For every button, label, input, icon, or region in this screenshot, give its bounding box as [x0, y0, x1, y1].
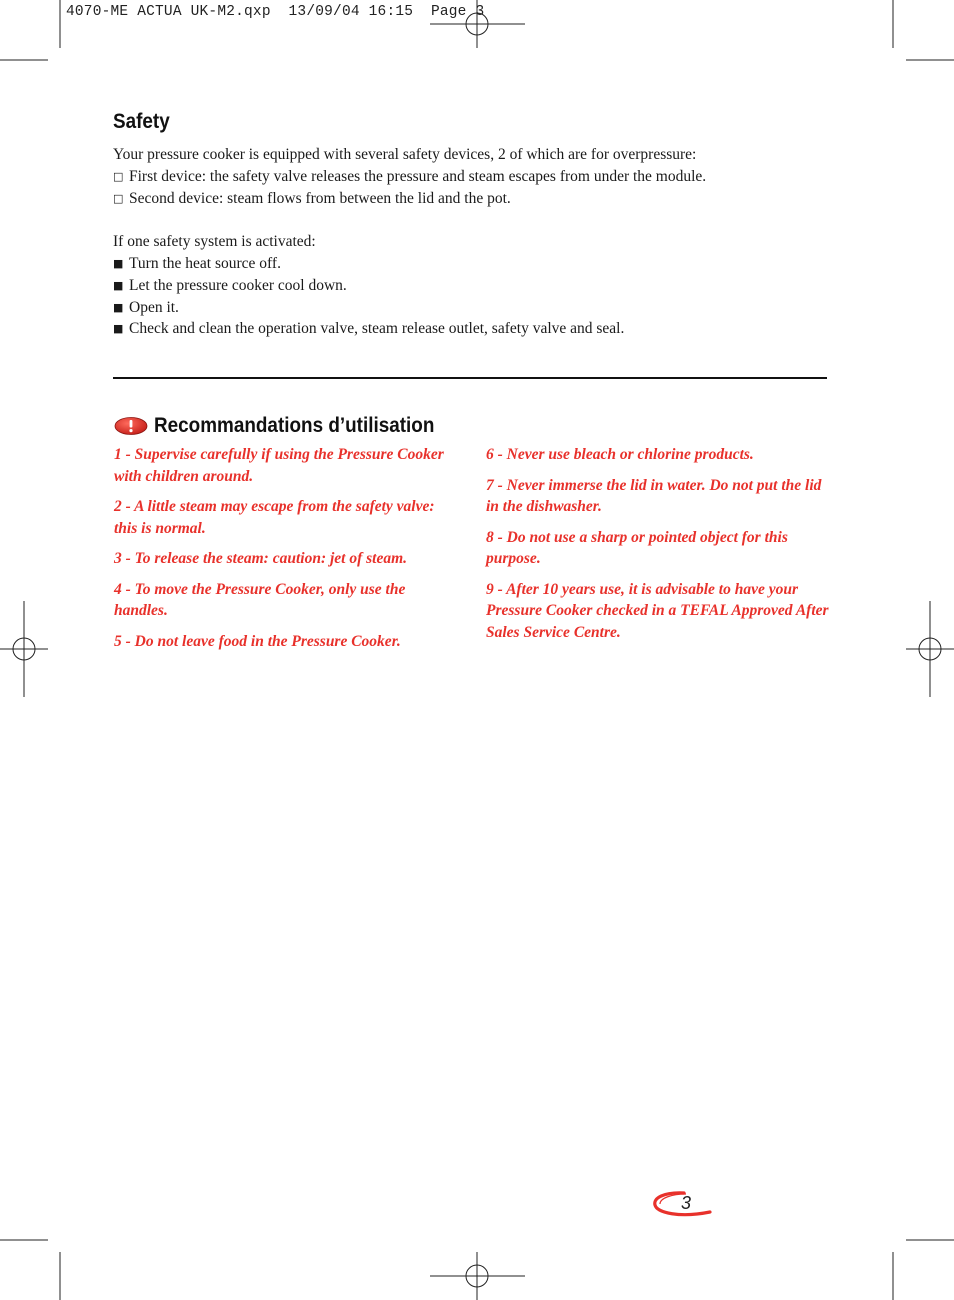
recommendation-item: 1 - Supervise carefully if using the Pressure Cooker with children around.	[114, 446, 444, 485]
recommendation-item: 5 - Do not leave food in the Pressure Cooker.	[114, 632, 401, 650]
recommendation-item: 9 - After 10 years use, it is advisable to have your Pressure Cooker checked in a TEFAL Approved After Sales Service Centre.	[486, 580, 829, 641]
recommendation-item: 6 - Never use bleach or chlorine products.	[486, 446, 754, 463]
section-divider	[113, 377, 827, 379]
safety-step-item: ■ Check and clean the operation valve, steam release outlet, safety valve and seal.	[113, 318, 833, 340]
warning-pill-icon	[114, 416, 148, 436]
filled-square-bullet-icon: ■	[113, 322, 124, 336]
recommendation-item: 4 - To move the Pressure Cooker, only use the handles.	[114, 580, 406, 619]
recommendation-item: 3 - To release the steam: caution: jet of steam.	[114, 550, 408, 567]
recommendation-item: 8 - Do not use a sharp or pointed object for this purpose.	[486, 528, 788, 567]
open-square-bullet-icon: □	[113, 191, 124, 205]
print-slug: 4070-ME ACTUA UK-M2.qxp 13/09/04 16:15 Page 3	[66, 4, 485, 20]
recommendation-item: 7 - Never immerse the lid in water. Do not put the lid in the dishwasher.	[486, 476, 822, 515]
safety-section	[113, 144, 833, 340]
recommendations-heading: Recommandations d’utilisation	[154, 414, 435, 437]
open-square-bullet-icon: □	[113, 169, 124, 183]
page-number: 3	[681, 1193, 692, 1213]
safety-step-item: ■ Turn the heat source off.	[113, 253, 833, 275]
safety-step-item: ■ Open it.	[113, 297, 833, 319]
recommendations-header	[114, 411, 466, 441]
filled-square-bullet-icon: ■	[113, 256, 124, 270]
safety-heading: Safety	[113, 110, 170, 133]
safety-device-item: □ First device: the safety valve releases the pressure and steam escapes from under the module.	[113, 166, 833, 188]
recommendations-right-column	[486, 444, 831, 652]
filled-square-bullet-icon: ■	[113, 300, 124, 314]
safety-intro: Your pressure cooker is equipped with several safety devices, 2 of which are for overpressure:	[113, 146, 697, 163]
page-number-badge	[650, 1188, 714, 1224]
safety-step-item: ■ Let the pressure cooker cool down.	[113, 275, 833, 297]
recommendations-left-column	[114, 444, 459, 661]
activated-intro: If one safety system is activated:	[113, 233, 316, 251]
safety-device-item: □ Second device: steam flows from between the lid and the pot.	[113, 188, 833, 210]
recommendation-item: 2 - A little steam may escape from the safety valve: this is normal.	[114, 498, 435, 537]
filled-square-bullet-icon: ■	[113, 278, 124, 292]
